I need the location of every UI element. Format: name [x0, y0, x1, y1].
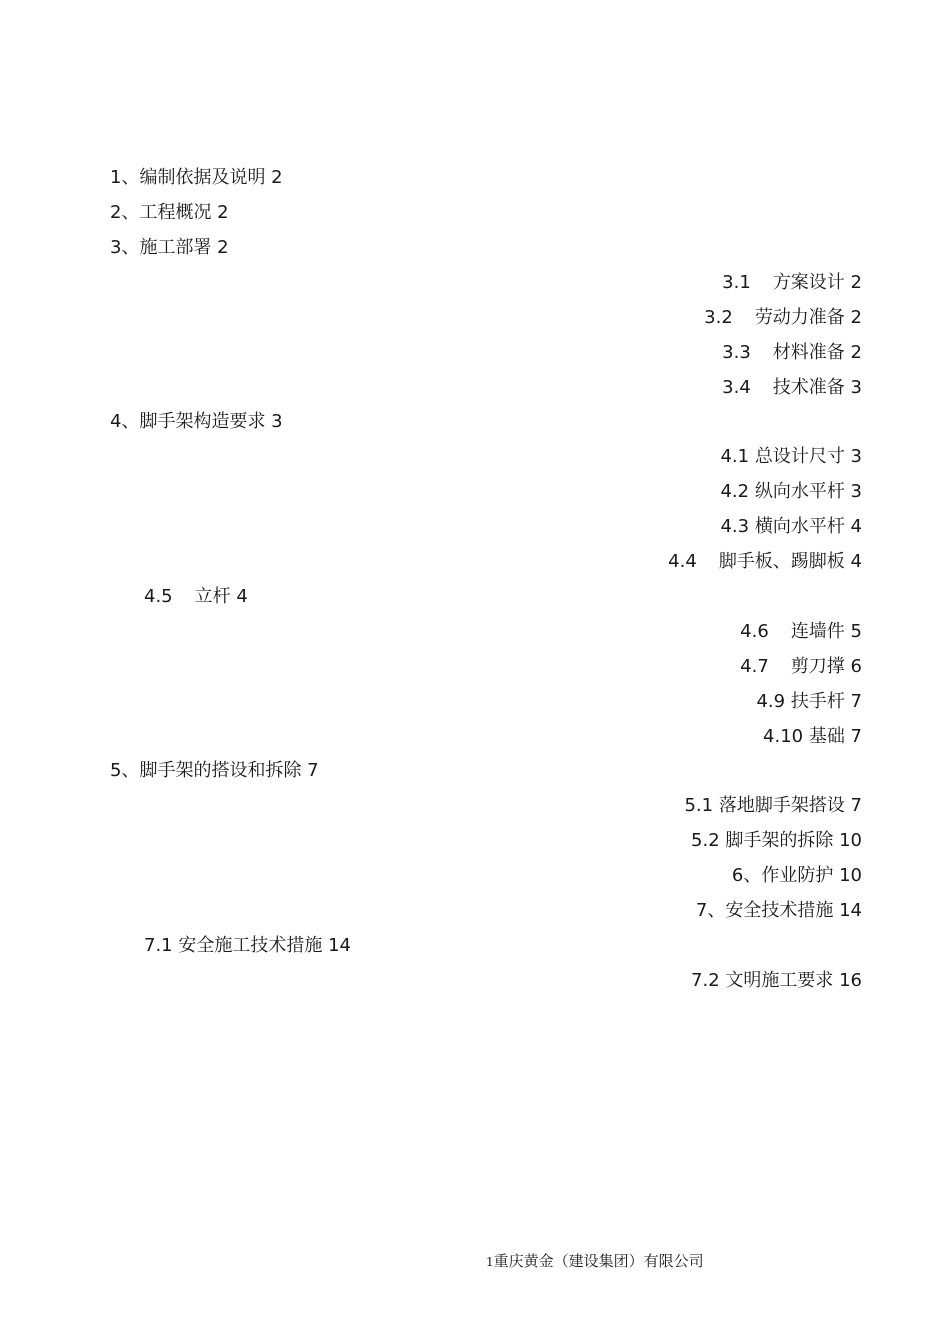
page-number: 1 [486, 1255, 494, 1269]
toc-entry-text: 2、工程概况 2 [110, 202, 229, 223]
toc-entry-number: 4.7 [740, 656, 769, 677]
toc-entry-number: 3.1 [722, 272, 751, 293]
page-footer [486, 1251, 704, 1272]
toc-entry-6[interactable] [732, 864, 862, 888]
toc-entry-title: 技术准备 3 [772, 377, 862, 398]
toc-entry-text: 1、编制依据及说明 2 [110, 167, 283, 188]
company-name: 重庆黄金（建设集团）有限公司 [493, 1252, 704, 1270]
toc-entry-4-3[interactable] [720, 515, 862, 539]
toc-entry-text: 4.10 基础 7 [763, 726, 862, 747]
toc-entry-number: 3.4 [722, 377, 751, 398]
toc-entry-4-9[interactable] [756, 690, 862, 714]
toc-entry-title: 脚手板、踢脚板 4 [718, 551, 862, 572]
toc-entry-title: 劳动力准备 2 [754, 307, 862, 328]
toc-entry-4[interactable] [110, 410, 283, 434]
toc-entry-text: 6、作业防护 10 [731, 865, 862, 886]
toc-entry-text: 5、脚手架的搭设和拆除 7 [110, 760, 319, 781]
toc-entry-2[interactable] [110, 201, 229, 225]
toc-entry-text: 4、脚手架构造要求 3 [110, 411, 283, 432]
toc-entry-text: 3、施工部署 2 [110, 237, 229, 258]
toc-entry-text: 5.2 脚手架的拆除 10 [691, 830, 862, 851]
toc-entry-4-1[interactable] [720, 445, 862, 469]
toc-entry-7[interactable] [696, 899, 862, 923]
toc-entry-number: 4.5 [144, 586, 173, 607]
toc-entry-5[interactable] [110, 759, 319, 783]
toc-entry-text: 4.3 横向水平杆 4 [720, 516, 862, 537]
toc-entry-3-1[interactable] [722, 271, 862, 295]
toc-entry-text: 4.1 总设计尺寸 3 [720, 446, 862, 467]
toc-entry-4-7[interactable] [740, 655, 862, 679]
toc-entry-4-6[interactable] [740, 620, 862, 644]
toc-entry-text: 7、安全技术措施 14 [695, 900, 862, 921]
toc-entry-5-2[interactable] [691, 829, 862, 853]
toc-entry-text: 7.1 安全施工技术措施 14 [144, 935, 351, 956]
toc-entry-text: 7.2 文明施工要求 16 [691, 970, 862, 991]
toc-entry-number: 3.2 [704, 307, 733, 328]
toc-entry-5-1[interactable] [684, 794, 862, 818]
toc-entry-title: 立杆 4 [194, 586, 248, 607]
toc-entry-title: 材料准备 2 [772, 342, 862, 363]
toc-entry-7-1[interactable] [144, 934, 351, 958]
toc-entry-number: 4.4 [668, 551, 697, 572]
toc-entry-title: 连墙件 5 [790, 621, 862, 642]
toc-entry-3-4[interactable] [722, 376, 862, 400]
toc-entry-text: 5.1 落地脚手架搭设 7 [684, 795, 862, 816]
toc-entry-number: 4.6 [740, 621, 769, 642]
toc-entry-title: 方案设计 2 [772, 272, 862, 293]
toc-entry-4-4[interactable] [668, 550, 862, 574]
toc-entry-3[interactable] [110, 236, 229, 260]
toc-entry-7-2[interactable] [691, 969, 862, 993]
toc-entry-3-2[interactable] [704, 306, 862, 330]
toc-entry-4-2[interactable] [720, 480, 862, 504]
toc-entry-4-10[interactable] [763, 725, 862, 749]
toc-entry-text: 4.2 纵向水平杆 3 [720, 481, 862, 502]
toc-entry-1[interactable] [110, 166, 283, 190]
toc-entry-4-5[interactable] [144, 585, 248, 609]
toc-entry-number: 3.3 [722, 342, 751, 363]
toc-entry-text: 4.9 扶手杆 7 [756, 691, 862, 712]
toc-entry-3-3[interactable] [722, 341, 862, 365]
toc-entry-title: 剪刀撑 6 [790, 656, 862, 677]
